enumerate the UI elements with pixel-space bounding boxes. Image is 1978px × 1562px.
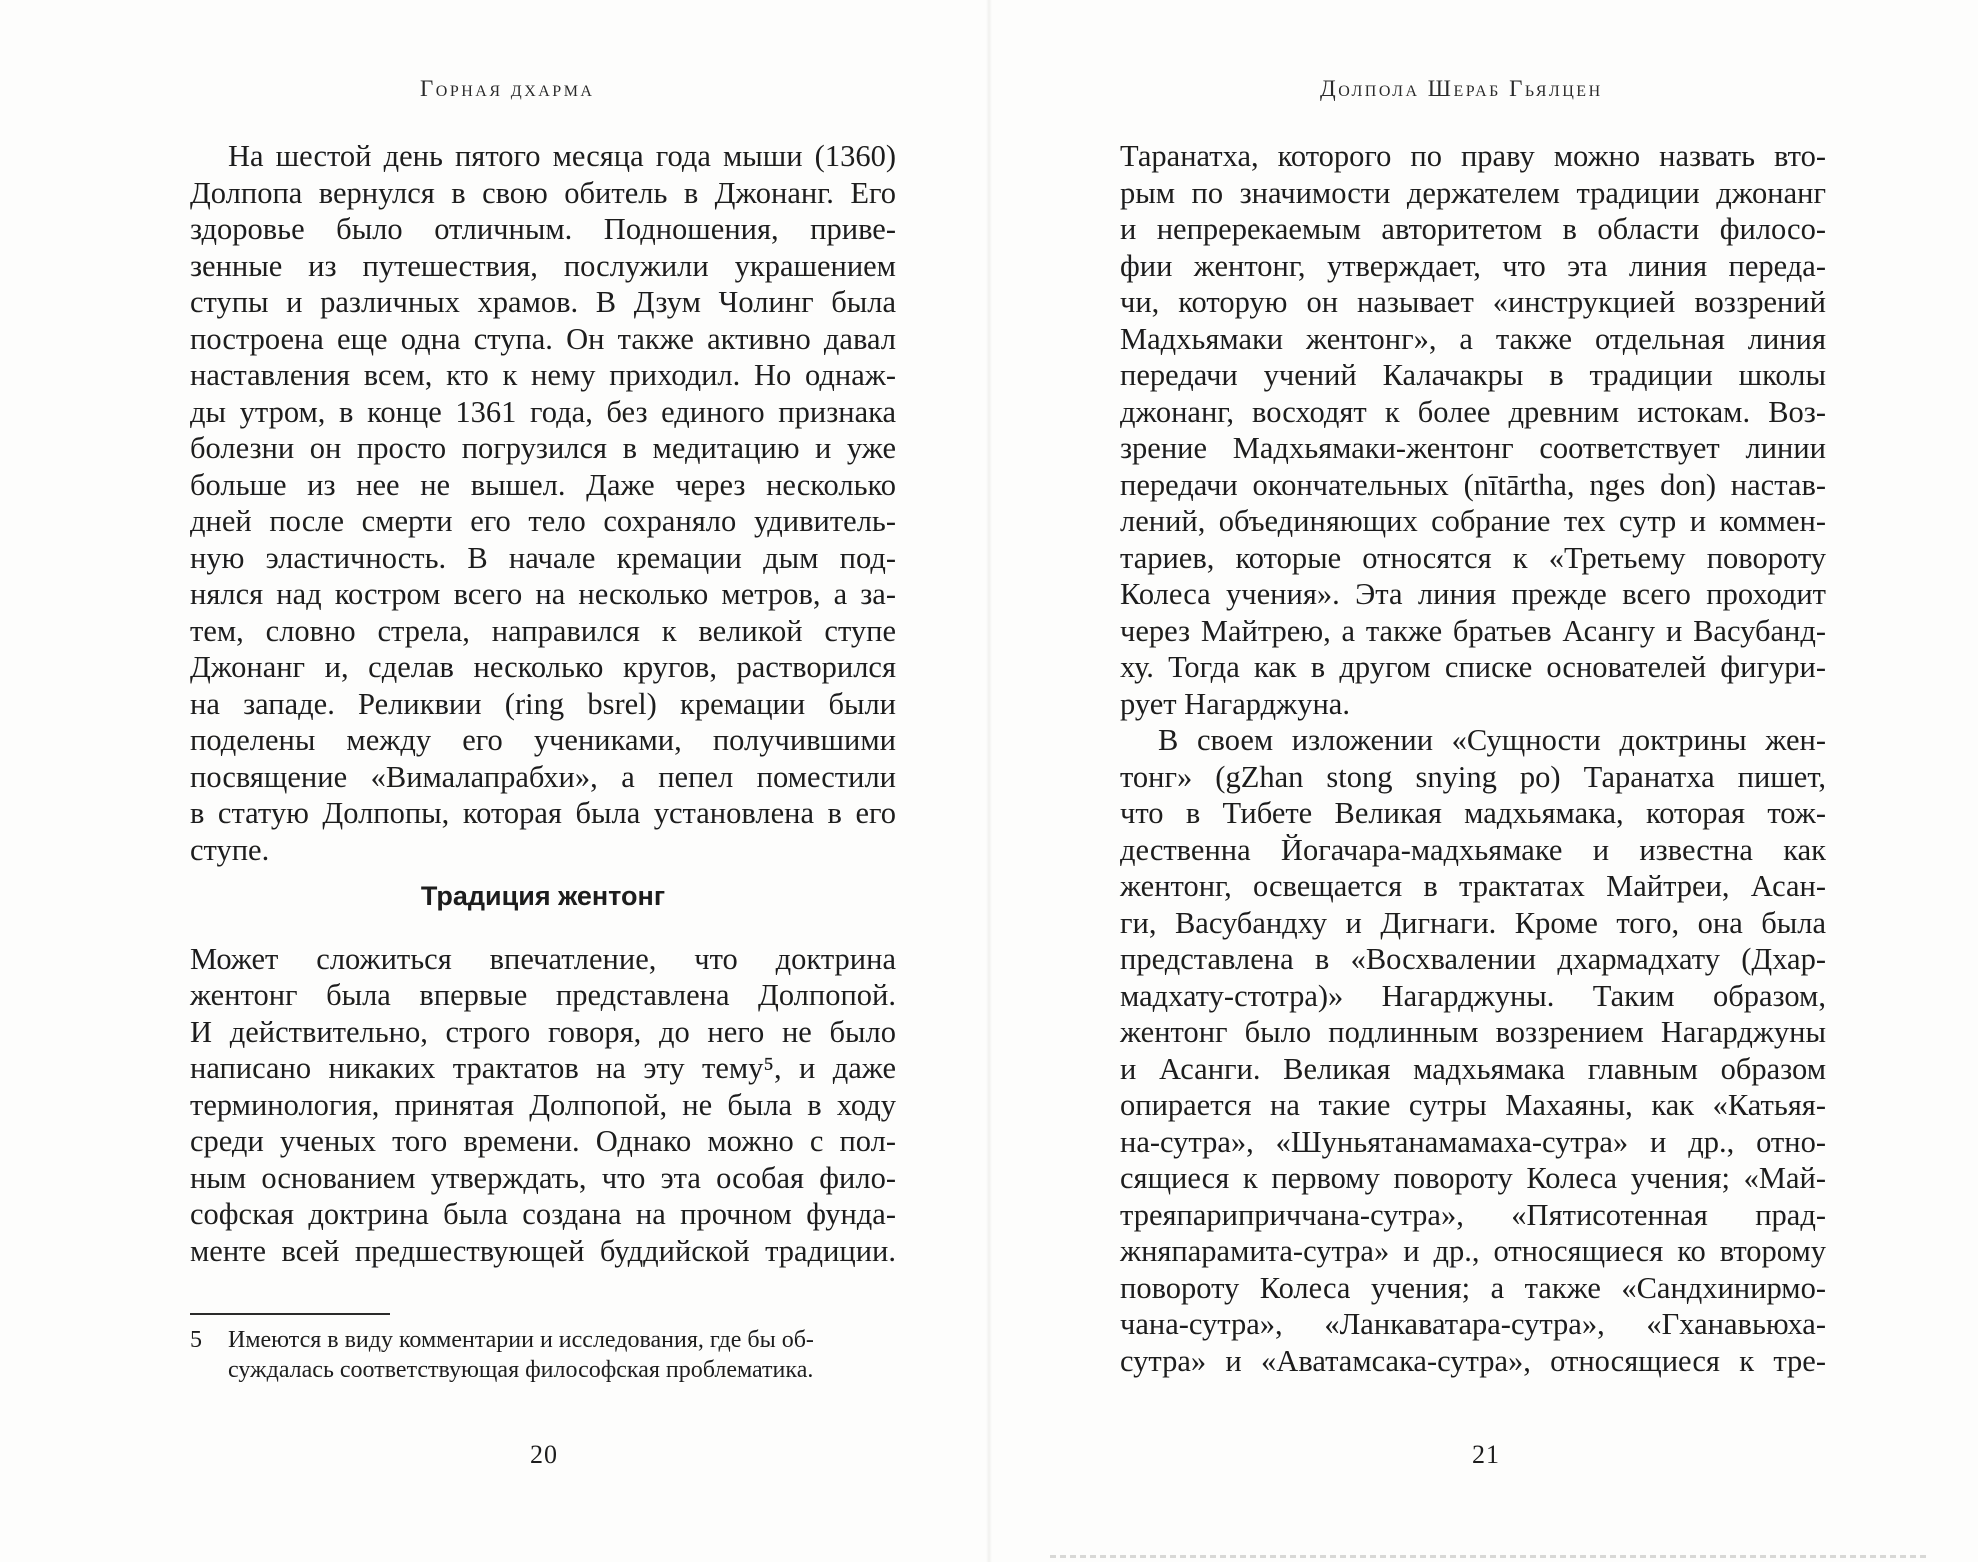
text-line: поделены между его учениками, получившими <box>190 723 896 757</box>
text-line: чи, которую он называет «инструкцией воззрений <box>1120 285 1826 319</box>
text-line: терминология, принятая Долпопой, не была в ходу <box>190 1087 896 1122</box>
text-line: На шестой день пятого месяца года мыши (1360) <box>228 139 896 173</box>
text-line: мадхату-стотра)» Нагарджуны. Таким образом, <box>1120 978 1826 1013</box>
text-line: передачи окончательных (nītārtha, nges don) настав- <box>1120 467 1826 502</box>
text-line: рым по значимости держателем традиции джонанг <box>1120 175 1826 210</box>
page-edge-shadow <box>1050 1555 1930 1558</box>
text-line: ступе. <box>190 832 270 867</box>
text-line: ды утром, в конце 1361 года, без единого признака <box>190 394 896 429</box>
left-running-head: Горная дхарма <box>420 76 595 101</box>
text-line: ную эластичность. В начале кремации дым под- <box>190 540 896 575</box>
text-line: на-сутра», «Шуньятанамамаха-сутра» и др., отно- <box>1120 1124 1826 1159</box>
text-line: тонг» (gZhan stong snying po) Таранатха пишет, <box>1120 759 1826 794</box>
footnote-line: суждалась соответствующая философская проблематика. <box>228 1357 814 1383</box>
text-line: чана-сутра», «Ланкаватара-сутра», «Гханавьюха- <box>1120 1307 1826 1341</box>
text-line: софская доктрина была создана на прочном фунда- <box>190 1197 896 1231</box>
text-line: сутра» и «Аватамсака-сутра», относящиеся к тре- <box>1120 1343 1826 1378</box>
text-line: Долпопа вернулся в свою обитель в Джонанг. Его <box>190 175 896 210</box>
text-line: треяпариприччана-сутра», «Пятисотенная прад- <box>1120 1197 1826 1232</box>
text-line: Может сложиться впечатление, что доктрина <box>190 941 896 976</box>
text-line: наставления всем, кто к нему приходил. Но однаж- <box>190 358 896 392</box>
right-page <box>992 0 1978 1562</box>
text-line: дественна Йогачара-мадхьямаке и известна как <box>1120 832 1826 867</box>
text-line: построена еще одна ступа. Он также активно давал <box>190 321 896 356</box>
right-page-number: 21 <box>1472 1440 1500 1469</box>
text-line: ху. Тогда как в другом списке основателей фигури- <box>1120 650 1826 684</box>
text-line: на западе. Реликвии (ring bsrel) кремации были <box>190 686 896 721</box>
left-text-block <box>190 138 896 1269</box>
text-line: жентонг, освещается в трактатах Майтреи, Асан- <box>1120 869 1826 903</box>
text-line: Таранатха, которого по праву можно назвать вто- <box>1120 139 1826 173</box>
text-line: написано никаких трактатов на эту тему⁵, и даже <box>190 1051 896 1085</box>
text-line: жентонг было подлинным воззрением Нагарджуны <box>1120 1015 1826 1049</box>
text-line: ги, Васубандху и Дигнаги. Кроме того, она была <box>1120 905 1826 940</box>
text-line: в статую Долпопы, которая была установлена в его <box>190 796 896 830</box>
text-line: жняпарамита-сутра» и др., относящиеся ко второму <box>1120 1234 1826 1268</box>
footnote <box>190 1325 896 1385</box>
text-line: жентонг была впервые представлена Долпопой. <box>190 978 896 1012</box>
text-line: болезни он просто погрузился в медитацию и уже <box>190 431 896 465</box>
text-line: среди ученых того времени. Однако можно с пол- <box>190 1124 896 1158</box>
text-line: ным основанием утверждать, что эта особая фило- <box>190 1160 896 1195</box>
text-line: Мадхьямаки жентонг», а также отдельная линия <box>1120 321 1826 356</box>
text-line: дней после смерти его тело сохраняло удивитель- <box>190 504 896 538</box>
text-line: зрение Мадхьямаки-жентонг соответствует линии <box>1120 431 1826 465</box>
text-line: менте всей предшествующей буддийской традиции. <box>190 1233 896 1268</box>
text-line: ступы и различных храмов. В Дзум Чолинг была <box>190 285 896 319</box>
footnote-line <box>190 1325 896 1355</box>
right-text-block <box>1120 138 1826 1379</box>
text-line: лений, объединяющих собрание тех сутр и коммен- <box>1120 504 1826 538</box>
text-line: сящиеся к первому повороту Колеса учения; «Май- <box>1120 1161 1826 1195</box>
left-page <box>0 0 986 1562</box>
text-line: зенные из путешествия, послужили украшением <box>190 248 896 283</box>
footnote-number: 5 <box>190 1327 202 1353</box>
text-line: джонанг, восходят к более древним истокам. Воз- <box>1120 394 1826 429</box>
text-line: здоровье было отличным. Подношения, приве- <box>190 212 896 246</box>
text-line: передачи учений Калачакры в традиции школы <box>1120 358 1826 392</box>
text-line: представлена в «Восхвалении дхармадхату (Дхар- <box>1120 942 1826 976</box>
text-line: рует Нагарджуна. <box>1120 686 1350 721</box>
text-line: тем, словно стрела, направился к великой ступе <box>190 613 896 648</box>
text-line: и Асанги. Великая мадхьямака главным образом <box>1120 1051 1826 1086</box>
text-line: В своем изложении «Сущности доктрины жен- <box>1158 723 1826 757</box>
text-line: Джонанг и, сделав несколько кругов, растворился <box>190 650 896 684</box>
text-line: что в Тибете Великая мадхьямака, которая тож- <box>1120 796 1826 830</box>
text-line: опирается на такие сутры Махаяны, как «Катьяя- <box>1120 1088 1826 1122</box>
text-line: И действительно, строго говоря, до него не было <box>190 1014 896 1049</box>
text-line: посвящение «Вималапрабхи», а пепел поместили <box>190 759 896 794</box>
text-line: через Майтрею, а также братьев Асангу и Васубанд- <box>1120 613 1826 648</box>
text-line: Колеса учения». Эта линия прежде всего проходит <box>1120 577 1826 611</box>
text-line: тариев, которые относятся к «Третьему повороту <box>1120 540 1826 575</box>
text-line: и непререкаемым авторитетом в области филосо- <box>1120 212 1826 246</box>
text-line: повороту Колеса учения; а также «Сандхинирмо- <box>1120 1270 1826 1305</box>
section-heading: Традиция жентонг <box>420 881 666 911</box>
left-page-number: 20 <box>530 1440 558 1469</box>
footnote-text: Имеются в виду комментарии и исследования, где бы об- <box>228 1327 814 1353</box>
footnote-rule <box>190 1313 390 1315</box>
text-line: нялся над костром всего на несколько метров, а за- <box>190 577 896 611</box>
text-line: больше из нее не вышел. Даже через несколько <box>190 467 896 502</box>
text-line: фии жентонг, утверждает, что эта линия переда- <box>1120 248 1826 283</box>
right-running-head: Долпола Шераб Гьялцен <box>1320 76 1603 101</box>
